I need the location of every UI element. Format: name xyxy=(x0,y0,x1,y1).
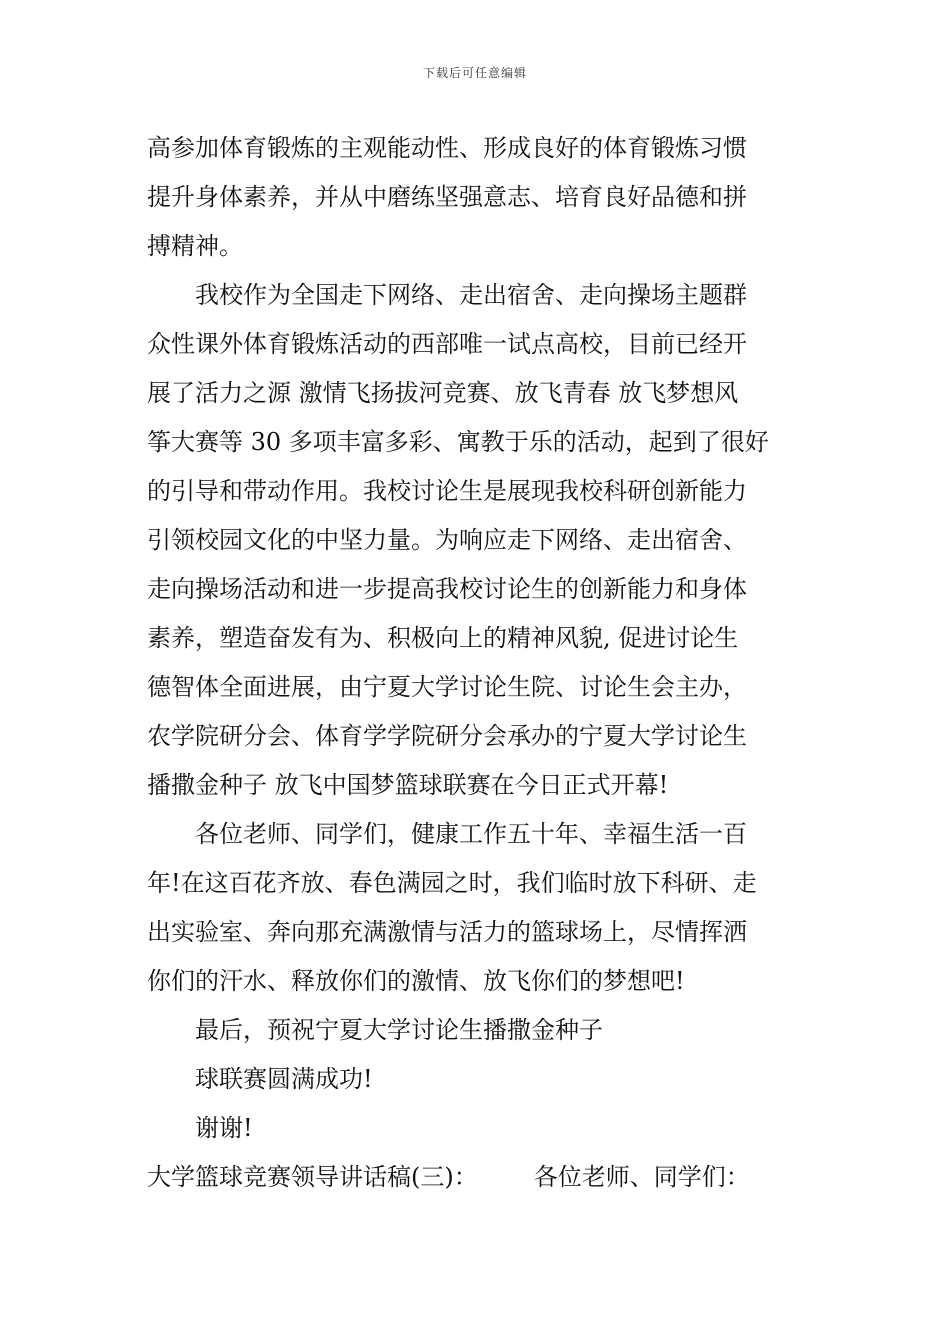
text-line: 出实验室、奔向那充满激情与活力的篮球场上，尽情挥洒 xyxy=(147,918,747,946)
text-line: 引领校园文化的中坚力量。为响应走下网络、走出宿舍、 xyxy=(147,526,747,554)
text-line: 农学院研分会、体育学学院研分会承办的宁夏大学讨论生 xyxy=(147,722,747,750)
text-line: 筝大赛等 30 多项丰富多彩、寓教于乐的活动，起到了很好 xyxy=(147,428,769,456)
text-line: 最后，预祝宁夏大学讨论生播撒金种子 xyxy=(195,1016,603,1044)
text-line: 搏精神。 xyxy=(147,232,243,260)
speech-title: 大学篮球竞赛领导讲话稿(三)： xyxy=(147,1163,478,1191)
text-line: 高参加体育锻炼的主观能动性、形成良好的体育锻炼习惯 xyxy=(147,134,747,162)
text-line: 众性课外体育锻炼活动的西部唯一试点高校，目前已经开 xyxy=(147,330,747,358)
heading-line xyxy=(147,1153,815,1202)
text-line: 播撒金种子 放飞中国梦篮球联赛在今日正式开幕! xyxy=(147,771,669,799)
text-line: 年!在这百花齐放、春色满园之时，我们临时放下科研、走 xyxy=(147,869,757,897)
text-line: 德智体全面进展，由宁夏大学讨论生院、讨论生会主办， xyxy=(147,673,747,701)
text-line: 的引导和带动作用。我校讨论生是展现我校科研创新能力 xyxy=(147,477,747,505)
text-line: 你们的汗水、释放你们的激情、放飞你们的梦想吧! xyxy=(147,967,685,995)
document-body xyxy=(147,124,815,1202)
text-line: 提升身体素养，并从中磨练坚强意志、培育良好品德和拼 xyxy=(147,183,747,211)
text-line: 各位老师、同学们，健康工作五十年、幸福生活一百 xyxy=(195,820,747,848)
text-line: 走向操场活动和进一步提高我校讨论生的创新能力和身体 xyxy=(147,575,747,603)
speech-greeting: 各位老师、同学们： xyxy=(533,1163,750,1191)
page-header: 下载后可任意编辑 xyxy=(422,66,527,80)
text-line: 展了活力之源 激情飞扬拔河竞赛、放飞青春 放飞梦想风 xyxy=(147,379,739,407)
text-line: 谢谢! xyxy=(195,1114,253,1142)
text-line: 球联赛圆满成功! xyxy=(195,1065,373,1093)
text-line: 素养，塑造奋发有为、积极向上的精神风貌, 促进讨论生 xyxy=(147,624,739,652)
text-line: 我校作为全国走下网络、走出宿舍、走向操场主题群 xyxy=(195,281,747,309)
